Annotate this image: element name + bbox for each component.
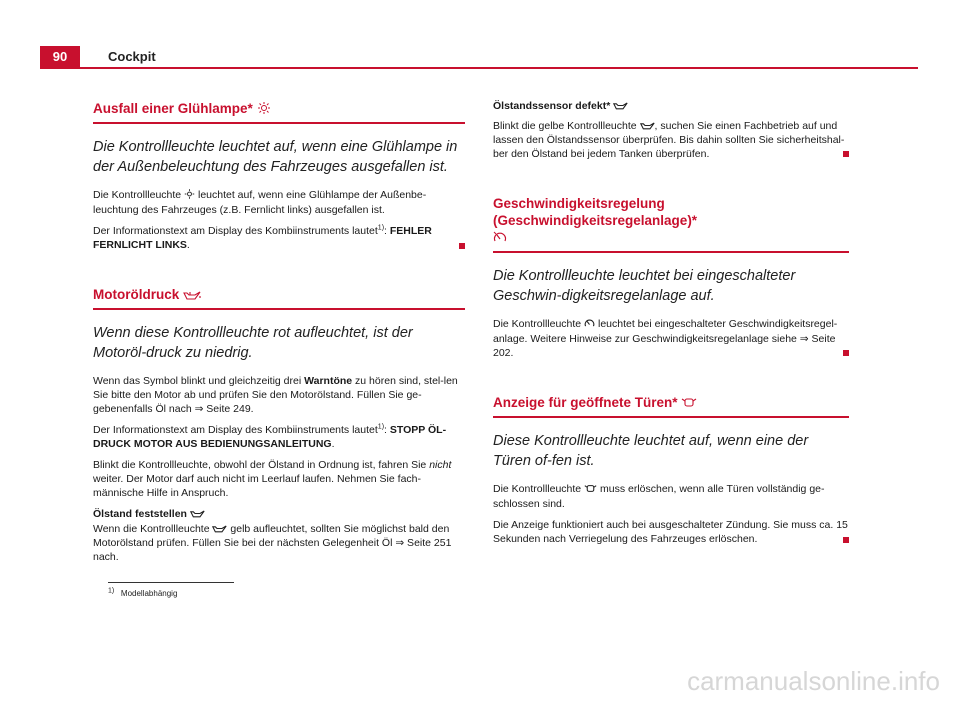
paragraph: Blinkt die gelbe Kontrollleuchte , suchen Sie einen Fachbetrieb auf und lassen den Ölstandssensor überprüfen. Bis dahin sollten Sie sicherheitshal-ber den Ölstand bei jedem Tanken überprüfen. <box>493 119 845 160</box>
paragraph: Blinkt die Kontrollleuchte, obwohl der Ölstand in Ordnung ist, fahren Sie nicht weiter. Der Motor darf auch nicht im Leerlauf laufen. Nehmen Sie fach-männische Hilfe in Anspruch. <box>93 459 452 499</box>
section-open-doors <box>493 394 849 546</box>
bulb-icon <box>184 189 195 204</box>
paragraph: Die Kontrollleuchte muss erlöschen, wenn alle Türen vollständig ge-schlossen sind. <box>493 483 825 510</box>
lead-text: Die Kontrollleuchte leuchtet auf, wenn eine Glühlampe in der Außenbeleuchtung des Fahrzeuges ausgefallen ist. <box>93 139 458 175</box>
subheading: Ölstand feststellen <box>93 508 465 523</box>
section-cruise-control <box>493 195 849 360</box>
bulb-icon <box>257 101 271 118</box>
section-title: Ausfall einer Glühlampe* <box>93 100 465 118</box>
right-column <box>493 100 849 547</box>
section-oil-sensor <box>493 100 849 161</box>
left-column <box>93 100 465 565</box>
paragraph: Die Kontrollleuchte leuchtet auf, wenn eine Glühlampe der Außenbe-leuchtung des Fahrzeuges (z.B. Fernlicht links) ausgefallen ist. <box>93 189 427 216</box>
section-oil-pressure <box>93 286 465 564</box>
speedometer-icon <box>584 318 595 333</box>
oil-can-icon <box>183 287 201 304</box>
subheading: Ölstandssensor defekt* <box>493 100 849 115</box>
lead-text: Die Kontrollleuchte leuchtet bei eingeschalteter Geschwin-digkeitsregelanlage auf. <box>493 268 796 305</box>
lead-text: Wenn diese Kontrollleuchte rot aufleuchtet, ist der Motoröl-druck zu niedrig. <box>93 325 413 362</box>
section-end-marker <box>459 243 465 249</box>
chapter-title: Cockpit <box>108 49 156 64</box>
open-door-icon <box>584 484 597 498</box>
paragraph: Wenn das Symbol blinkt und gleichzeitig drei Warntöne zu hören sind, stel-len Sie bitte den Motor ab und prüfen Sie den Motorölstand. Füllen Sie ge-gebenenfalls Öl nach ⇒ Seite 249. <box>93 375 458 415</box>
paragraph: Die Anzeige funktioniert auch bei ausgeschalteter Zündung. Sie muss ca. 15 Sekunden nach Verriegelung des Fahrzeuges erlöschen. <box>493 519 848 545</box>
footnote-rule <box>108 582 234 583</box>
oil-can-icon <box>212 524 227 538</box>
section-rule <box>493 251 849 253</box>
lead-text: Diese Kontrollleuchte leuchtet auf, wenn eine der Türen of-fen ist. <box>493 433 809 470</box>
paragraph: Der Informationstext am Display des Kombiinstruments lautet$^{1)}$: FEHLER FERNLICHT LINKS. <box>93 225 465 252</box>
section-rule <box>493 416 849 418</box>
paragraph: Die Kontrollleuchte leuchtet bei eingeschalteter Geschwindigkeitsregel-anlage. Weitere Hinweise zur Geschwindigkeitsregelanlage siehe ⇒ Seite 202. <box>493 318 838 359</box>
oil-can-icon <box>613 101 628 115</box>
section-end-marker <box>843 537 849 543</box>
section-bulb-failure <box>93 100 465 252</box>
section-title: Geschwindigkeitsregelung (Geschwindigkeitsregelanlage)* <box>493 195 849 247</box>
section-end-marker <box>843 350 849 356</box>
header-rule <box>40 67 918 69</box>
watermark: carmanualsonline.info <box>687 666 940 696</box>
paragraph: Wenn die Kontrollleuchte gelb aufleuchtet, sollten Sie möglichst bald den Motorölstand prüfen. Füllen Sie bei der nächsten Gelegenheit Öl ⇒ Seite 251 nach. <box>93 522 452 563</box>
speedometer-icon <box>493 230 507 247</box>
page-number: 90 <box>40 46 80 68</box>
section-title: Anzeige für geöffnete Türen* <box>493 394 849 412</box>
paragraph: Der Informationstext am Display des Kombiinstruments lautet$^{1)}$: STOPP ÖL-DRUCK MOTOR AUS BEDIENUNGSANLEITUNG. <box>93 423 447 450</box>
open-door-icon <box>681 395 697 412</box>
section-rule <box>93 122 465 124</box>
section-rule <box>93 308 465 310</box>
oil-can-icon <box>640 121 655 135</box>
section-title: Motoröldruck <box>93 286 465 304</box>
footnote: $^{1)}$ Modellabhängig <box>108 587 178 598</box>
section-end-marker <box>843 151 849 157</box>
oil-can-icon <box>190 509 205 523</box>
